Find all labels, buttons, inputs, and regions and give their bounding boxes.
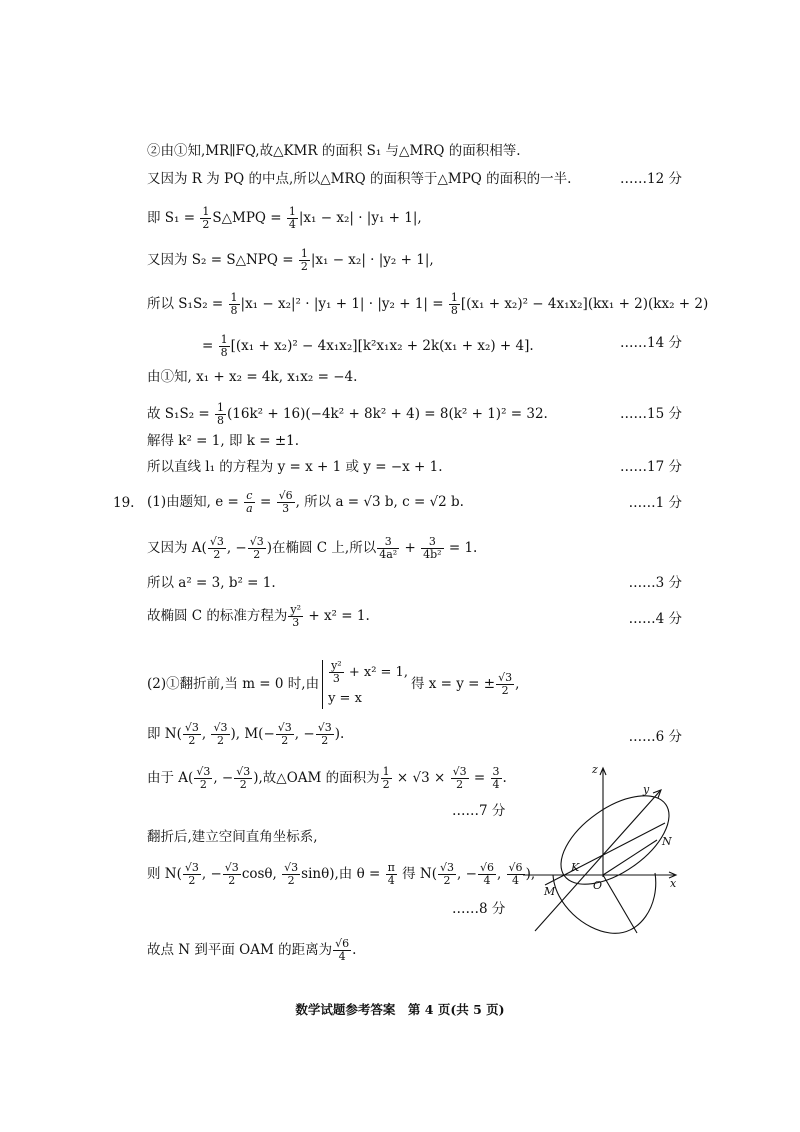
coordinate-figure	[515, 755, 695, 955]
label-o: O	[593, 879, 603, 892]
text-line: 翻折后,建立空间直角坐标系,	[147, 829, 318, 845]
score: ……4 分	[628, 611, 682, 627]
text-line: 由于 A( $\frac{√3}{2}$ , − $\frac{√3}{2}$ ),故△OAM 的面积为 $\frac{1}{2}$ × √3 × $\frac{√3}{2}$ = $\frac{3}{4}$ .	[147, 765, 507, 791]
label-n: N	[662, 835, 672, 848]
text-line: 故椭圆 C 的标准方程为 $\frac{\text{y²}}{3}$ + x² = 1.	[147, 603, 370, 629]
text-line: 解得 k² = 1, 即 k = ±1.	[147, 433, 300, 449]
lower-lobe	[553, 873, 656, 933]
text-line: 故点 N 到平面 OAM 的距离为 $\frac{√6}{4}$ .	[147, 937, 357, 963]
score: ……17 分	[620, 459, 682, 475]
text-line: 故 S₁S₂ = $\frac{1}{8}$ (16k² + 16)(−4k² + 8k² + 4) = 8(k² + 1)² = 32.	[147, 401, 548, 427]
text-line: 即 N( $\frac{√3}{2}$ , $\frac{√3}{2}$ ), M(− $\frac{√3}{2}$ , − $\frac{√3}{2}$ ).	[147, 721, 345, 747]
score: ……8 分	[452, 901, 506, 917]
text-line: (1)由题知, e = $\frac{c}{a}$ = $\frac{√6}{3}$ , 所以 a = √3 b, c = √2 b.	[147, 489, 464, 515]
text-line: 所以直线 l₁ 的方程为 y = x + 1 或 y = −x + 1.	[147, 459, 443, 475]
text-line: 又因为 S₂ = S△NPQ = $\frac{1}{2}$ |x₁ − x₂| · |y₂ + 1|,	[147, 247, 434, 273]
equation-system: $\frac{\text{y²}}{3}$ + x² = 1, y = x	[322, 660, 408, 709]
page-footer: 数学试题参考答案 第 4 页(共 5 页)	[295, 1002, 505, 1017]
score: ……1 分	[628, 495, 682, 511]
label-z: z	[592, 763, 598, 776]
text-line: 所以 S₁S₂ = $\frac{1}{8}$ |x₁ − x₂|² · |y₁ + 1| · |y₂ + 1| = $\frac{1}{8}$ [(x₁ + x₂)² − 4x₁x₂](kx₁ + 2)(kx₂ + 2)	[147, 291, 709, 317]
score: ……12 分	[620, 171, 682, 187]
text-line: 又因为 R 为 PQ 的中点,所以△MRQ 的面积等于△MPQ 的面积的一半.	[147, 171, 572, 187]
text-line: 由①知, x₁ + x₂ = 4k, x₁x₂ = −4.	[147, 369, 358, 385]
label-k: K	[571, 861, 580, 874]
text-line: = $\frac{1}{8}$ [(x₁ + x₂)² − 4x₁x₂][k²x₁x₂ + 2k(x₁ + x₂) + 4].	[202, 333, 534, 359]
text-line: 又因为 A( $\frac{√3}{2}$ , − $\frac{√3}{2}$ )在椭圆 C 上,所以 $\frac{3}{\text{4a²}}$ + $\frac{3}{\text{4b²}}$ = 1.	[147, 535, 478, 561]
y-axis	[535, 791, 660, 931]
text-line: ②由①知,MR∥FQ,故△KMR 的面积 S₁ 与△MRQ 的面积相等.	[147, 143, 521, 159]
score: ……15 分	[620, 406, 682, 422]
question-number: 19.	[113, 495, 135, 511]
score: ……6 分	[628, 729, 682, 745]
score: ……3 分	[628, 575, 682, 591]
text-line: 即 S₁ = $\frac{1}{2}$ S△MPQ = $\frac{1}{4}$ |x₁ − x₂| · |y₁ + 1|,	[147, 205, 422, 231]
text-line: (2)①翻折前,当 m = 0 时,由 $\frac{\text{y²}}{3}$ + x² = 1, y = x 得 x = y = ± $\frac{√3}{2}$ ,	[147, 660, 519, 709]
score: ……7 分	[452, 803, 506, 819]
label-m: M	[544, 885, 556, 898]
text-line: 则 N( $\frac{√3}{2}$ , − $\frac{√3}{2}$ cosθ, $\frac{√3}{2}$ sinθ),由 θ = $\frac{\pi}{4}$ 得 N( $\frac{√3}{2}$ , − $\frac{√6}{4}$ , $\frac{√6}{4}$ ),	[147, 861, 536, 887]
score: ……14 分	[620, 335, 682, 351]
label-x: x	[670, 877, 677, 890]
label-y: y	[643, 783, 650, 796]
text-line: 所以 a² = 3, b² = 1.	[147, 575, 276, 591]
